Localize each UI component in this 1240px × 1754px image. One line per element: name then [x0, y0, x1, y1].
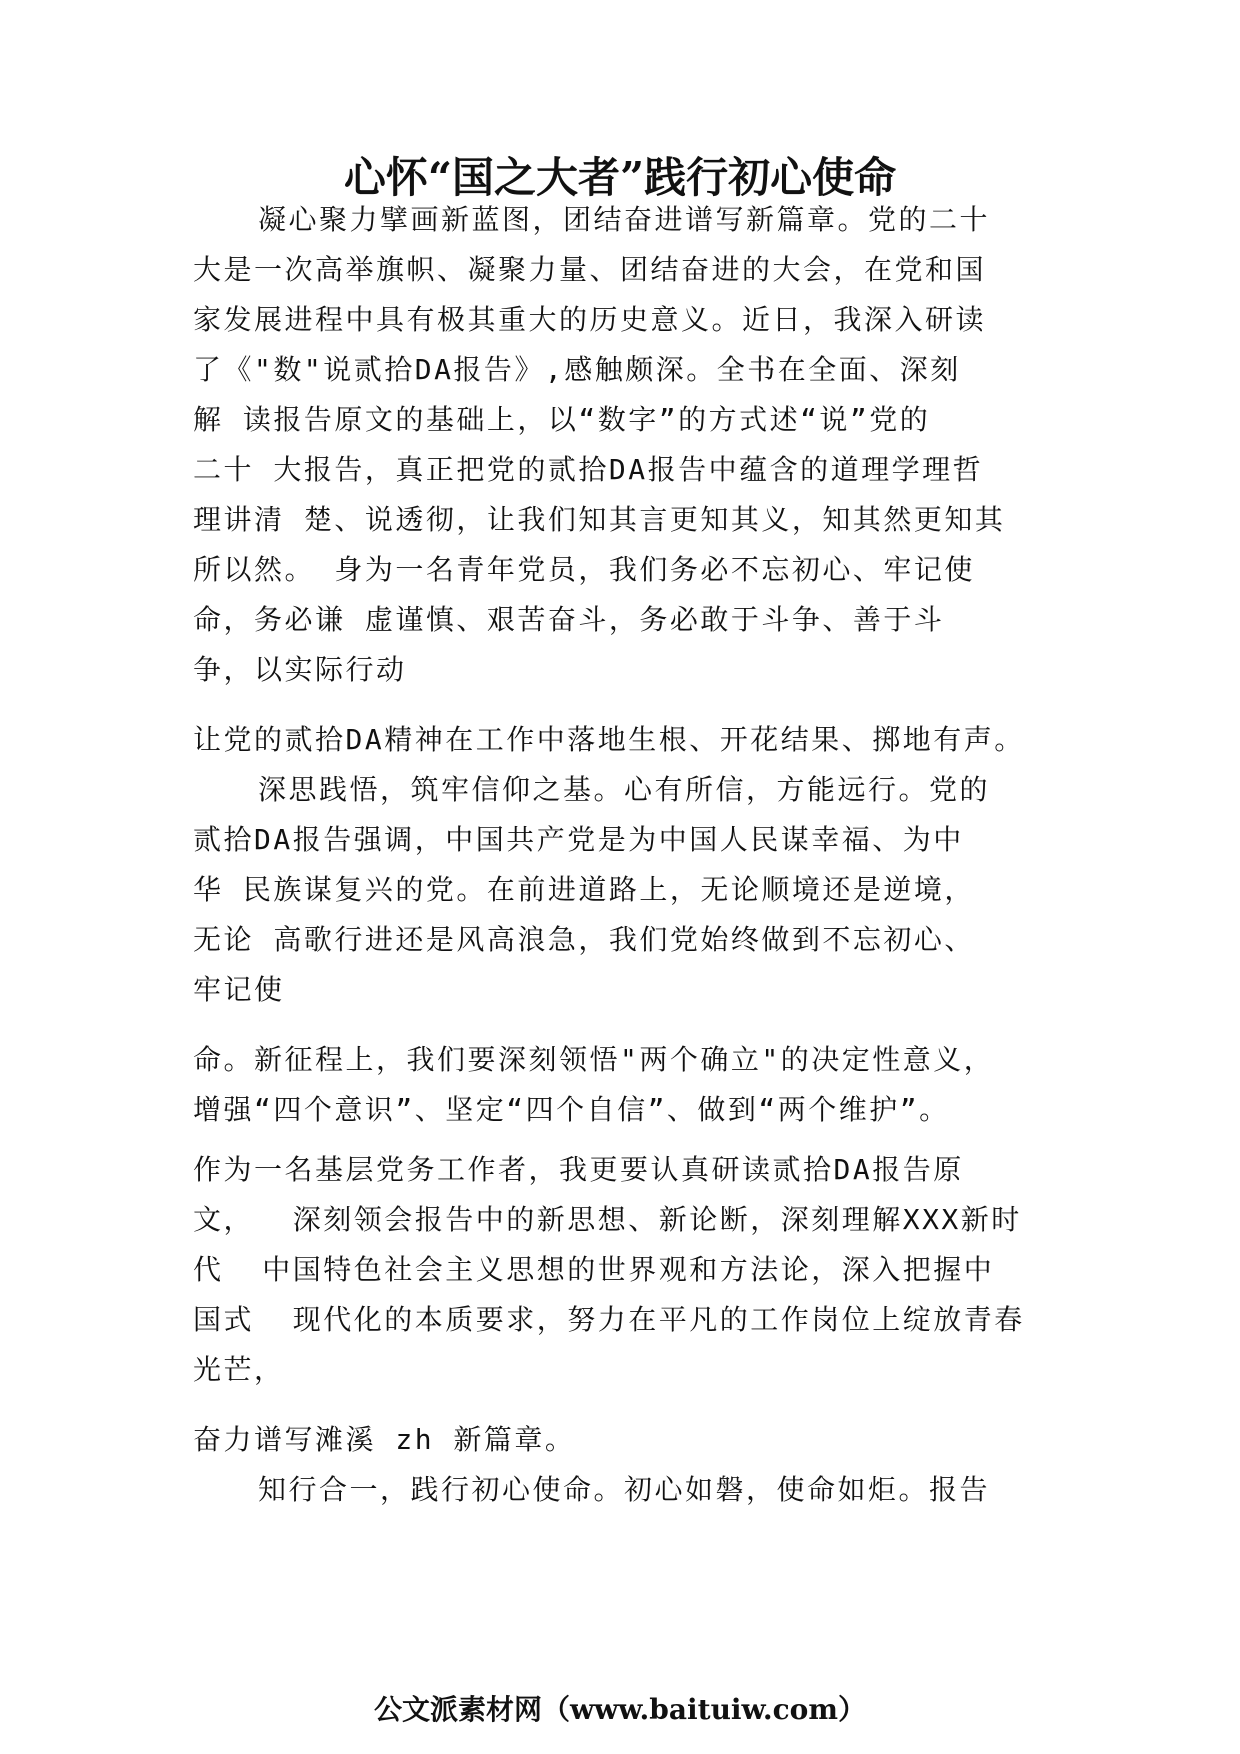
body-line: 知行合一，践行初心使命。初心如磐，使命如炬。报告 [258, 1473, 991, 1506]
body-line: 理讲清 楚、说透彻，让我们知其言更知其义，知其然更知其 [193, 503, 1006, 536]
body-line: 争，以实际行动 [193, 653, 407, 686]
body-line: 光芒， [193, 1353, 285, 1386]
body-line: 增强“四个意识”、坚定“四个自信”、做到“两个维护”。 [193, 1093, 950, 1126]
body-line: 家发展进程中具有极其重大的历史意义。近日，我深入研读 [193, 303, 987, 336]
document-title: 心怀“国之大者”践行初心使命 [343, 153, 897, 202]
body-line: 贰拾DA报告强调，中国共产党是为中国人民谋幸福、为中 [193, 823, 964, 856]
footer-watermark: 公文派素材网（www.baituiw.com） [374, 1693, 866, 1726]
body-line: 了《"数"说贰拾DA报告》,感触颇深。全书在全面、深刻 [193, 353, 961, 386]
body-line: 大是一次高举旗帜、凝聚力量、团结奋进的大会，在党和国 [193, 253, 987, 286]
body-line: 凝心聚力擘画新蓝图，团结奋进谱写新篇章。党的二十 [258, 203, 991, 236]
body-line: 深思践悟，筑牢信仰之基。心有所信，方能远行。党的 [258, 773, 991, 806]
body-line: 命。新征程上，我们要深刻领悟"两个确立"的决定性意义， [193, 1043, 995, 1076]
body-line: 文， 深刻领会报告中的新思想、新论断，深刻理解XXX新时 [193, 1203, 1022, 1236]
body-line: 牢记使 [193, 973, 285, 1006]
body-line: 让党的贰拾DA精神在工作中落地生根、开花结果、掷地有声。 [193, 723, 1025, 756]
body-line: 代 中国特色社会主义思想的世界观和方法论，深入把握中 [193, 1253, 995, 1286]
body-line: 无论 高歌行进还是风高浪急，我们党始终做到不忘初心、 [193, 923, 975, 956]
body-line: 华 民族谋复兴的党。在前进道路上，无论顺境还是逆境， [193, 873, 975, 906]
body-line: 解 读报告原文的基础上，以“数字”的方式述“说”党的 [193, 403, 931, 436]
body-line: 作为一名基层党务工作者，我更要认真研读贰拾DA报告原 [193, 1153, 964, 1186]
body-line: 奋力谱写滩溪 zh 新篇章。 [193, 1423, 576, 1456]
body-line: 所以然。 身为一名青年党员，我们务必不忘初心、牢记使 [193, 553, 975, 586]
body-line: 二十 大报告，真正把党的贰拾DA报告中蕴含的道理学理哲 [193, 453, 984, 486]
body-line: 国式 现代化的本质要求，努力在平凡的工作岗位上绽放青春 [193, 1303, 1025, 1336]
body-line: 命，务必谦 虚谨慎、艰苦奋斗，务必敢于斗争、善于斗 [193, 603, 945, 636]
